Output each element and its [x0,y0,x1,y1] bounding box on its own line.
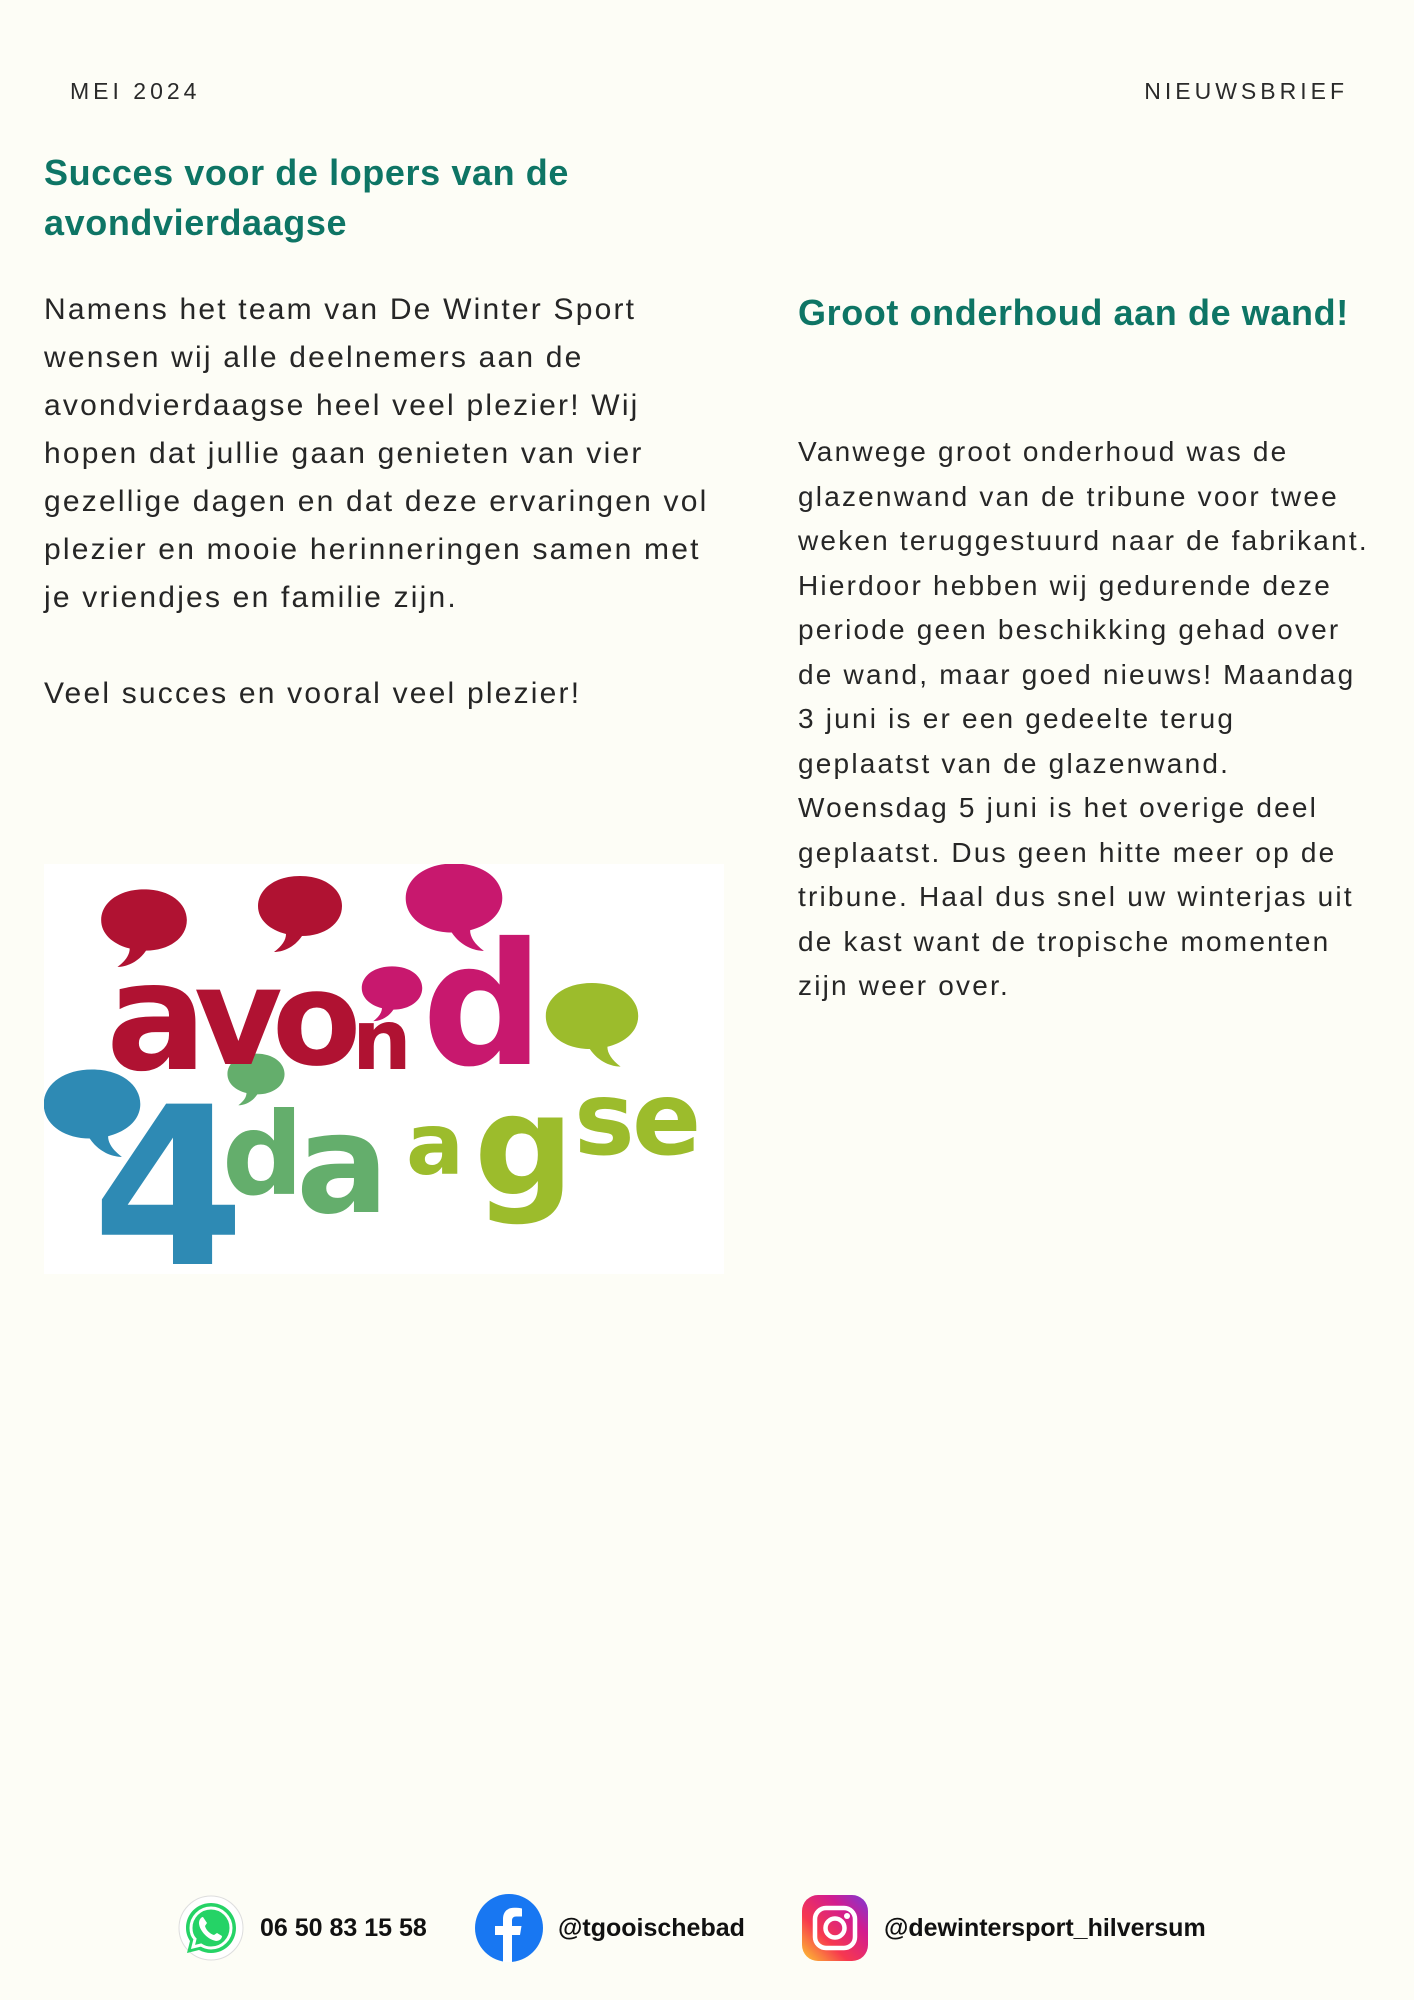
newsletter-date: MEI 2024 [70,78,201,104]
svg-text:d: d [422,907,544,1105]
facebook-handle: @tgooischebad [558,1913,745,1942]
article-right-body: Vanwege groot onderhoud was de glazenwand van de tribune voor twee weken teruggestuurd naar de fabrikant. Hierdoor hebben wij gedurende deze periode geen beschikking gehad over de wand, maar goed nieuws! Maandag 3 juni is er een gedeelte terug geplaatst van de glazenwand. Woensdag 5 juni is het overige deel geplaatst. Dus geen hitte meer op de tribune. Haal dus snel uw winterjas uit de kast want de tropische momenten zijn weer over. [798,436,1369,1001]
svg-text:a: a [296,1084,390,1245]
svg-text:a: a [106,931,208,1105]
facebook-icon [474,1893,544,1963]
speech-bubble-olive [546,983,638,1067]
svg-text:g: g [474,1065,575,1228]
instagram-icon [800,1893,870,1963]
newsletter-label: NIEUWSBRIEF [1144,78,1348,104]
logo-word-4daagse [92,1060,701,1274]
svg-text:o: o [272,943,362,1095]
article-left-paragraph-1: Namens het team van De Winter Sport wensen wij alle deelnemers aan de avondvierdaagse heel veel plezier! Wij hopen dat jullie gaan genieten van vier gezellige dagen en dat deze ervaringen vol plezier en mooie herinneringen samen met je vriendjes en familie zijn. [44,293,709,614]
whatsapp-icon [176,1893,246,1963]
svg-text:v: v [194,939,283,1097]
whatsapp-number: 06 50 83 15 58 [260,1913,427,1942]
article-left-title: Succes voor de lopers van de avondvierdaagse [44,152,570,243]
article-left-body [44,286,724,718]
svg-text:4: 4 [92,1060,246,1274]
avondvierdaagse-logo [44,864,724,1274]
svg-text:n: n [352,991,412,1089]
instagram-handle: @dewintersport_hilversum [884,1913,1206,1942]
svg-text:d: d [222,1088,304,1221]
svg-text:a: a [406,1095,465,1195]
article-right-title: Groot onderhoud aan de wand! [798,292,1349,333]
svg-text:e: e [632,1060,702,1179]
article-left-paragraph-2: Veel succes en vooral veel plezier! [44,677,582,710]
instagram-link[interactable] [800,1888,1206,1968]
footer-socials [0,1888,1414,1968]
svg-text:s: s [574,1060,635,1179]
whatsapp-contact[interactable] [176,1888,427,1968]
facebook-link[interactable] [474,1888,745,1968]
